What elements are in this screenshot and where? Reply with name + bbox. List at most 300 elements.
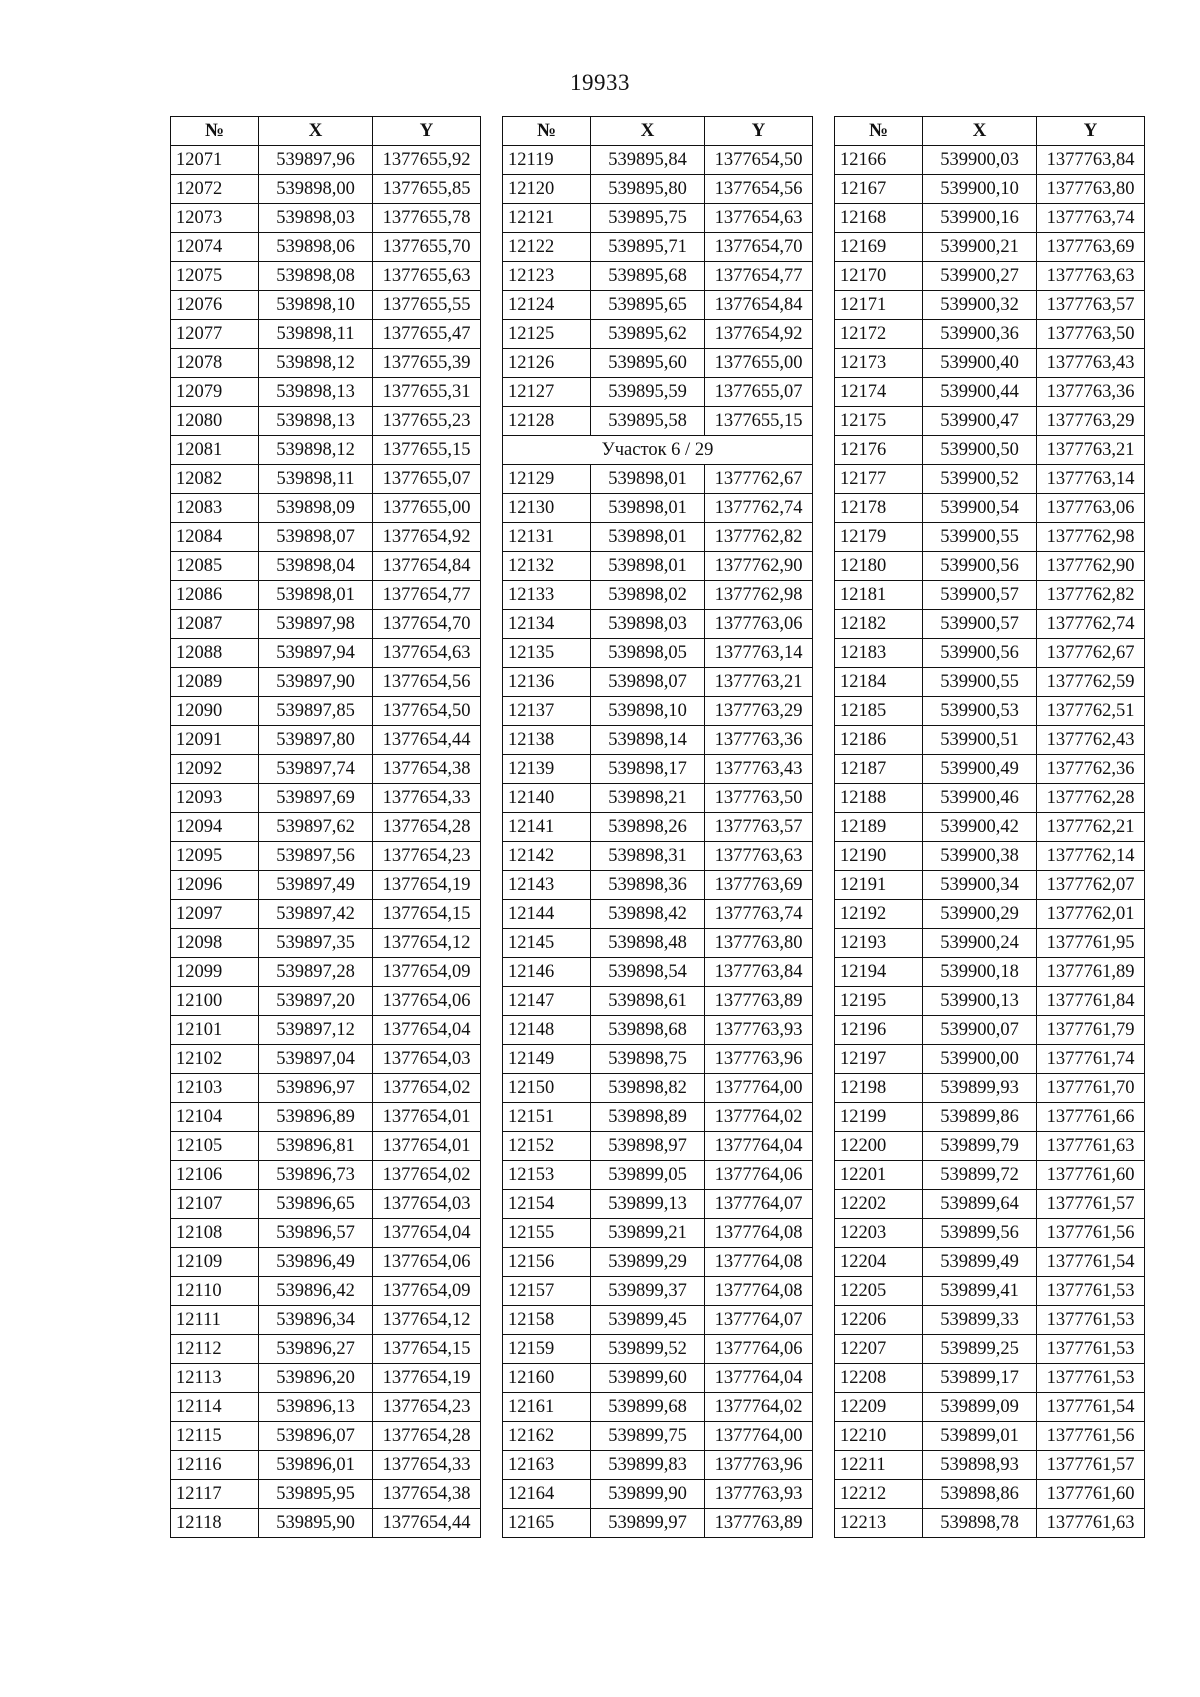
table-row (503, 1451, 813, 1480)
y-coordinate-cell: 1377761,60 (1037, 1161, 1145, 1190)
table-row (171, 349, 481, 378)
x-coordinate-cell: 539900,42 (923, 813, 1037, 842)
table-row (503, 378, 813, 407)
x-coordinate-cell: 539899,90 (591, 1480, 705, 1509)
table-row (171, 1509, 481, 1538)
table-row (503, 987, 813, 1016)
y-coordinate-cell: 1377764,08 (705, 1277, 813, 1306)
point-number-cell: 12184 (835, 668, 923, 697)
table-row (835, 987, 1145, 1016)
point-number-cell: 12115 (171, 1422, 259, 1451)
point-number-cell: 12136 (503, 668, 591, 697)
y-coordinate-cell: 1377763,96 (705, 1045, 813, 1074)
x-coordinate-cell: 539899,49 (923, 1248, 1037, 1277)
x-coordinate-cell: 539898,21 (591, 784, 705, 813)
x-coordinate-cell: 539898,68 (591, 1016, 705, 1045)
point-number-cell: 12093 (171, 784, 259, 813)
x-coordinate-cell: 539898,12 (259, 349, 373, 378)
x-coordinate-cell: 539898,01 (591, 523, 705, 552)
x-coordinate-cell: 539897,28 (259, 958, 373, 987)
table-row (503, 958, 813, 987)
point-number-cell: 12108 (171, 1219, 259, 1248)
point-number-cell: 12210 (835, 1422, 923, 1451)
point-number-cell: 12205 (835, 1277, 923, 1306)
point-number-cell: 12155 (503, 1219, 591, 1248)
table-row (503, 1219, 813, 1248)
point-number-cell: 12212 (835, 1480, 923, 1509)
x-coordinate-cell: 539896,89 (259, 1103, 373, 1132)
x-coordinate-cell: 539898,00 (259, 175, 373, 204)
x-coordinate-cell: 539898,06 (259, 233, 373, 262)
table-row (835, 1248, 1145, 1277)
point-number-cell: 12101 (171, 1016, 259, 1045)
x-coordinate-cell: 539899,93 (923, 1074, 1037, 1103)
x-coordinate-cell: 539898,08 (259, 262, 373, 291)
table-row (503, 1016, 813, 1045)
y-coordinate-cell: 1377654,92 (705, 320, 813, 349)
table-row (503, 146, 813, 175)
x-coordinate-cell: 539900,51 (923, 726, 1037, 755)
y-coordinate-cell: 1377654,33 (373, 1451, 481, 1480)
y-coordinate-cell: 1377764,04 (705, 1132, 813, 1161)
point-number-cell: 12162 (503, 1422, 591, 1451)
point-number-cell: 12129 (503, 465, 591, 494)
point-number-cell: 12156 (503, 1248, 591, 1277)
point-number-cell: 12188 (835, 784, 923, 813)
y-coordinate-cell: 1377763,69 (705, 871, 813, 900)
table-row (503, 291, 813, 320)
y-coordinate-cell: 1377763,14 (705, 639, 813, 668)
y-coordinate-cell: 1377762,82 (1037, 581, 1145, 610)
y-coordinate-cell: 1377655,00 (373, 494, 481, 523)
x-coordinate-cell: 539896,42 (259, 1277, 373, 1306)
y-coordinate-cell: 1377763,43 (705, 755, 813, 784)
point-number-cell: 12163 (503, 1451, 591, 1480)
x-coordinate-cell: 539897,85 (259, 697, 373, 726)
point-number-cell: 12165 (503, 1509, 591, 1538)
x-coordinate-cell: 539898,82 (591, 1074, 705, 1103)
page-number: 19933 (570, 70, 630, 95)
y-coordinate-cell: 1377654,06 (373, 1248, 481, 1277)
x-coordinate-cell: 539895,65 (591, 291, 705, 320)
point-number-cell: 12110 (171, 1277, 259, 1306)
column-header-x: X (923, 117, 1037, 146)
column-header-number: № (835, 117, 923, 146)
x-coordinate-cell: 539899,86 (923, 1103, 1037, 1132)
table-row (171, 204, 481, 233)
x-coordinate-cell: 539897,62 (259, 813, 373, 842)
point-number-cell: 12142 (503, 842, 591, 871)
table-row (171, 1103, 481, 1132)
y-coordinate-cell: 1377654,03 (373, 1190, 481, 1219)
y-coordinate-cell: 1377763,93 (705, 1480, 813, 1509)
x-coordinate-cell: 539895,60 (591, 349, 705, 378)
y-coordinate-cell: 1377654,50 (373, 697, 481, 726)
table-row (171, 378, 481, 407)
point-number-cell: 12183 (835, 639, 923, 668)
y-coordinate-cell: 1377654,09 (373, 1277, 481, 1306)
y-coordinate-cell: 1377764,07 (705, 1306, 813, 1335)
header-row (503, 117, 813, 146)
x-coordinate-cell: 539900,55 (923, 523, 1037, 552)
point-number-cell: 12082 (171, 465, 259, 494)
y-coordinate-cell: 1377654,70 (373, 610, 481, 639)
table-row (503, 262, 813, 291)
table-row (171, 1074, 481, 1103)
point-number-cell: 12169 (835, 233, 923, 262)
point-number-cell: 12199 (835, 1103, 923, 1132)
x-coordinate-cell: 539895,84 (591, 146, 705, 175)
x-coordinate-cell: 539898,09 (259, 494, 373, 523)
y-coordinate-cell: 1377654,06 (373, 987, 481, 1016)
point-number-cell: 12118 (171, 1509, 259, 1538)
table-row (503, 1103, 813, 1132)
point-number-cell: 12107 (171, 1190, 259, 1219)
point-number-cell: 12127 (503, 378, 591, 407)
y-coordinate-cell: 1377762,51 (1037, 697, 1145, 726)
point-number-cell: 12190 (835, 842, 923, 871)
x-coordinate-cell: 539898,03 (591, 610, 705, 639)
section-label: Участок 6 / 29 (503, 436, 813, 465)
table-row (171, 755, 481, 784)
y-coordinate-cell: 1377763,21 (1037, 436, 1145, 465)
table-row (835, 262, 1145, 291)
point-number-cell: 12079 (171, 378, 259, 407)
table-row (171, 610, 481, 639)
y-coordinate-cell: 1377763,96 (705, 1451, 813, 1480)
x-coordinate-cell: 539899,33 (923, 1306, 1037, 1335)
x-coordinate-cell: 539896,07 (259, 1422, 373, 1451)
point-number-cell: 12171 (835, 291, 923, 320)
x-coordinate-cell: 539900,47 (923, 407, 1037, 436)
x-coordinate-cell: 539895,59 (591, 378, 705, 407)
x-coordinate-cell: 539898,61 (591, 987, 705, 1016)
table-row (171, 494, 481, 523)
x-coordinate-cell: 539900,56 (923, 639, 1037, 668)
table-row (171, 958, 481, 987)
table-row (171, 697, 481, 726)
y-coordinate-cell: 1377761,60 (1037, 1480, 1145, 1509)
table-row (835, 378, 1145, 407)
y-coordinate-cell: 1377763,29 (705, 697, 813, 726)
x-coordinate-cell: 539896,01 (259, 1451, 373, 1480)
point-number-cell: 12077 (171, 320, 259, 349)
x-coordinate-cell: 539899,97 (591, 1509, 705, 1538)
y-coordinate-cell: 1377654,19 (373, 1364, 481, 1393)
point-number-cell: 12177 (835, 465, 923, 494)
x-coordinate-cell: 539900,49 (923, 755, 1037, 784)
x-coordinate-cell: 539900,27 (923, 262, 1037, 291)
table-row (835, 871, 1145, 900)
table-row (835, 1074, 1145, 1103)
table-row (503, 842, 813, 871)
x-coordinate-cell: 539897,90 (259, 668, 373, 697)
x-coordinate-cell: 539895,71 (591, 233, 705, 262)
point-number-cell: 12198 (835, 1074, 923, 1103)
y-coordinate-cell: 1377655,23 (373, 407, 481, 436)
x-coordinate-cell: 539900,55 (923, 668, 1037, 697)
point-number-cell: 12145 (503, 929, 591, 958)
y-coordinate-cell: 1377763,14 (1037, 465, 1145, 494)
table-row (171, 465, 481, 494)
x-coordinate-cell: 539898,11 (259, 465, 373, 494)
point-number-cell: 12114 (171, 1393, 259, 1422)
x-coordinate-cell: 539898,13 (259, 407, 373, 436)
y-coordinate-cell: 1377762,36 (1037, 755, 1145, 784)
point-number-cell: 12090 (171, 697, 259, 726)
x-coordinate-cell: 539897,74 (259, 755, 373, 784)
y-coordinate-cell: 1377655,00 (705, 349, 813, 378)
x-coordinate-cell: 539900,10 (923, 175, 1037, 204)
table-row (503, 929, 813, 958)
y-coordinate-cell: 1377763,36 (705, 726, 813, 755)
y-coordinate-cell: 1377655,07 (705, 378, 813, 407)
column-header-y: Y (373, 117, 481, 146)
table-row (835, 1103, 1145, 1132)
y-coordinate-cell: 1377761,56 (1037, 1219, 1145, 1248)
y-coordinate-cell: 1377655,07 (373, 465, 481, 494)
point-number-cell: 12147 (503, 987, 591, 1016)
y-coordinate-cell: 1377654,77 (373, 581, 481, 610)
table-row (171, 987, 481, 1016)
table-row (835, 175, 1145, 204)
x-coordinate-cell: 539899,83 (591, 1451, 705, 1480)
table-row (503, 494, 813, 523)
table-row (171, 668, 481, 697)
y-coordinate-cell: 1377763,06 (1037, 494, 1145, 523)
y-coordinate-cell: 1377654,04 (373, 1016, 481, 1045)
table-row (503, 233, 813, 262)
point-number-cell: 12180 (835, 552, 923, 581)
point-number-cell: 12160 (503, 1364, 591, 1393)
x-coordinate-cell: 539898,78 (923, 1509, 1037, 1538)
column-header-y: Y (705, 117, 813, 146)
x-coordinate-cell: 539898,11 (259, 320, 373, 349)
point-number-cell: 12139 (503, 755, 591, 784)
point-number-cell: 12158 (503, 1306, 591, 1335)
point-number-cell: 12166 (835, 146, 923, 175)
point-number-cell: 12126 (503, 349, 591, 378)
column-header-number: № (171, 117, 259, 146)
point-number-cell: 12140 (503, 784, 591, 813)
point-number-cell: 12106 (171, 1161, 259, 1190)
point-number-cell: 12124 (503, 291, 591, 320)
x-coordinate-cell: 539897,49 (259, 871, 373, 900)
point-number-cell: 12192 (835, 900, 923, 929)
y-coordinate-cell: 1377761,74 (1037, 1045, 1145, 1074)
point-number-cell: 12131 (503, 523, 591, 552)
point-number-cell: 12089 (171, 668, 259, 697)
x-coordinate-cell: 539897,96 (259, 146, 373, 175)
y-coordinate-cell: 1377761,63 (1037, 1132, 1145, 1161)
y-coordinate-cell: 1377654,38 (373, 1480, 481, 1509)
table-row (835, 436, 1145, 465)
x-coordinate-cell: 539898,12 (259, 436, 373, 465)
point-number-cell: 12119 (503, 146, 591, 175)
y-coordinate-cell: 1377761,54 (1037, 1393, 1145, 1422)
y-coordinate-cell: 1377763,69 (1037, 233, 1145, 262)
x-coordinate-cell: 539895,75 (591, 204, 705, 233)
y-coordinate-cell: 1377654,04 (373, 1219, 481, 1248)
x-coordinate-cell: 539895,58 (591, 407, 705, 436)
x-coordinate-cell: 539900,52 (923, 465, 1037, 494)
point-number-cell: 12133 (503, 581, 591, 610)
y-coordinate-cell: 1377763,89 (705, 1509, 813, 1538)
table-row (171, 1248, 481, 1277)
x-coordinate-cell: 539898,10 (259, 291, 373, 320)
table-row (835, 668, 1145, 697)
point-number-cell: 12135 (503, 639, 591, 668)
y-coordinate-cell: 1377654,28 (373, 1422, 481, 1451)
y-coordinate-cell: 1377761,57 (1037, 1451, 1145, 1480)
table-row (835, 233, 1145, 262)
point-number-cell: 12092 (171, 755, 259, 784)
x-coordinate-cell: 539897,35 (259, 929, 373, 958)
table-row (503, 1393, 813, 1422)
y-coordinate-cell: 1377761,95 (1037, 929, 1145, 958)
x-coordinate-cell: 539898,13 (259, 378, 373, 407)
y-coordinate-cell: 1377764,08 (705, 1219, 813, 1248)
point-number-cell: 12148 (503, 1016, 591, 1045)
point-number-cell: 12159 (503, 1335, 591, 1364)
table-row (171, 581, 481, 610)
point-number-cell: 12121 (503, 204, 591, 233)
x-coordinate-cell: 539898,89 (591, 1103, 705, 1132)
x-coordinate-cell: 539898,17 (591, 755, 705, 784)
y-coordinate-cell: 1377762,14 (1037, 842, 1145, 871)
y-coordinate-cell: 1377762,74 (1037, 610, 1145, 639)
y-coordinate-cell: 1377655,92 (373, 146, 481, 175)
table-row (171, 146, 481, 175)
column-header-y: Y (1037, 117, 1145, 146)
y-coordinate-cell: 1377763,89 (705, 987, 813, 1016)
y-coordinate-cell: 1377764,00 (705, 1422, 813, 1451)
y-coordinate-cell: 1377654,03 (373, 1045, 481, 1074)
column-header-number: № (503, 117, 591, 146)
point-number-cell: 12164 (503, 1480, 591, 1509)
table-row (835, 349, 1145, 378)
point-number-cell: 12112 (171, 1335, 259, 1364)
point-number-cell: 12137 (503, 697, 591, 726)
y-coordinate-cell: 1377764,02 (705, 1393, 813, 1422)
x-coordinate-cell: 539895,68 (591, 262, 705, 291)
x-coordinate-cell: 539895,80 (591, 175, 705, 204)
point-number-cell: 12116 (171, 1451, 259, 1480)
x-coordinate-cell: 539898,36 (591, 871, 705, 900)
y-coordinate-cell: 1377764,06 (705, 1161, 813, 1190)
point-number-cell: 12204 (835, 1248, 923, 1277)
x-coordinate-cell: 539899,52 (591, 1335, 705, 1364)
table-row (835, 726, 1145, 755)
x-coordinate-cell: 539897,20 (259, 987, 373, 1016)
y-coordinate-cell: 1377761,54 (1037, 1248, 1145, 1277)
x-coordinate-cell: 539898,04 (259, 552, 373, 581)
point-number-cell: 12072 (171, 175, 259, 204)
x-coordinate-cell: 539898,42 (591, 900, 705, 929)
table-row (835, 1422, 1145, 1451)
point-number-cell: 12181 (835, 581, 923, 610)
y-coordinate-cell: 1377762,98 (1037, 523, 1145, 552)
table-row (835, 784, 1145, 813)
x-coordinate-cell: 539898,07 (259, 523, 373, 552)
x-coordinate-cell: 539898,07 (591, 668, 705, 697)
y-coordinate-cell: 1377655,63 (373, 262, 481, 291)
point-number-cell: 12117 (171, 1480, 259, 1509)
point-number-cell: 12179 (835, 523, 923, 552)
y-coordinate-cell: 1377763,43 (1037, 349, 1145, 378)
table-row (171, 900, 481, 929)
x-coordinate-cell: 539899,21 (591, 1219, 705, 1248)
coordinates-table-3 (834, 116, 1145, 1538)
table-row (171, 523, 481, 552)
table-row (171, 1045, 481, 1074)
point-number-cell: 12213 (835, 1509, 923, 1538)
y-coordinate-cell: 1377654,44 (373, 1509, 481, 1538)
table-row (503, 1422, 813, 1451)
point-number-cell: 12209 (835, 1393, 923, 1422)
x-coordinate-cell: 539899,60 (591, 1364, 705, 1393)
point-number-cell: 12100 (171, 987, 259, 1016)
y-coordinate-cell: 1377761,79 (1037, 1016, 1145, 1045)
table-row (835, 813, 1145, 842)
point-number-cell: 12167 (835, 175, 923, 204)
table-row (835, 958, 1145, 987)
x-coordinate-cell: 539899,37 (591, 1277, 705, 1306)
column-header-x: X (591, 117, 705, 146)
table-row (835, 552, 1145, 581)
x-coordinate-cell: 539898,10 (591, 697, 705, 726)
x-coordinate-cell: 539896,57 (259, 1219, 373, 1248)
y-coordinate-cell: 1377655,15 (705, 407, 813, 436)
x-coordinate-cell: 539900,44 (923, 378, 1037, 407)
table-row (503, 523, 813, 552)
table-row (835, 1132, 1145, 1161)
x-coordinate-cell: 539898,97 (591, 1132, 705, 1161)
y-coordinate-cell: 1377763,84 (1037, 146, 1145, 175)
table-row (503, 1277, 813, 1306)
y-coordinate-cell: 1377654,92 (373, 523, 481, 552)
table-row (171, 813, 481, 842)
x-coordinate-cell: 539898,05 (591, 639, 705, 668)
point-number-cell: 12182 (835, 610, 923, 639)
point-number-cell: 12078 (171, 349, 259, 378)
table-row (503, 320, 813, 349)
point-number-cell: 12170 (835, 262, 923, 291)
x-coordinate-cell: 539900,00 (923, 1045, 1037, 1074)
table-row (835, 755, 1145, 784)
y-coordinate-cell: 1377762,67 (705, 465, 813, 494)
point-number-cell: 12175 (835, 407, 923, 436)
y-coordinate-cell: 1377654,01 (373, 1103, 481, 1132)
table-row (835, 639, 1145, 668)
point-number-cell: 12134 (503, 610, 591, 639)
x-coordinate-cell: 539899,68 (591, 1393, 705, 1422)
y-coordinate-cell: 1377654,28 (373, 813, 481, 842)
point-number-cell: 12144 (503, 900, 591, 929)
y-coordinate-cell: 1377763,36 (1037, 378, 1145, 407)
y-coordinate-cell: 1377761,66 (1037, 1103, 1145, 1132)
point-number-cell: 12074 (171, 233, 259, 262)
table-row (835, 465, 1145, 494)
y-coordinate-cell: 1377763,93 (705, 1016, 813, 1045)
table-row (835, 523, 1145, 552)
point-number-cell: 12208 (835, 1364, 923, 1393)
table-row (171, 1306, 481, 1335)
y-coordinate-cell: 1377654,33 (373, 784, 481, 813)
x-coordinate-cell: 539900,07 (923, 1016, 1037, 1045)
table-row (835, 204, 1145, 233)
point-number-cell: 12206 (835, 1306, 923, 1335)
